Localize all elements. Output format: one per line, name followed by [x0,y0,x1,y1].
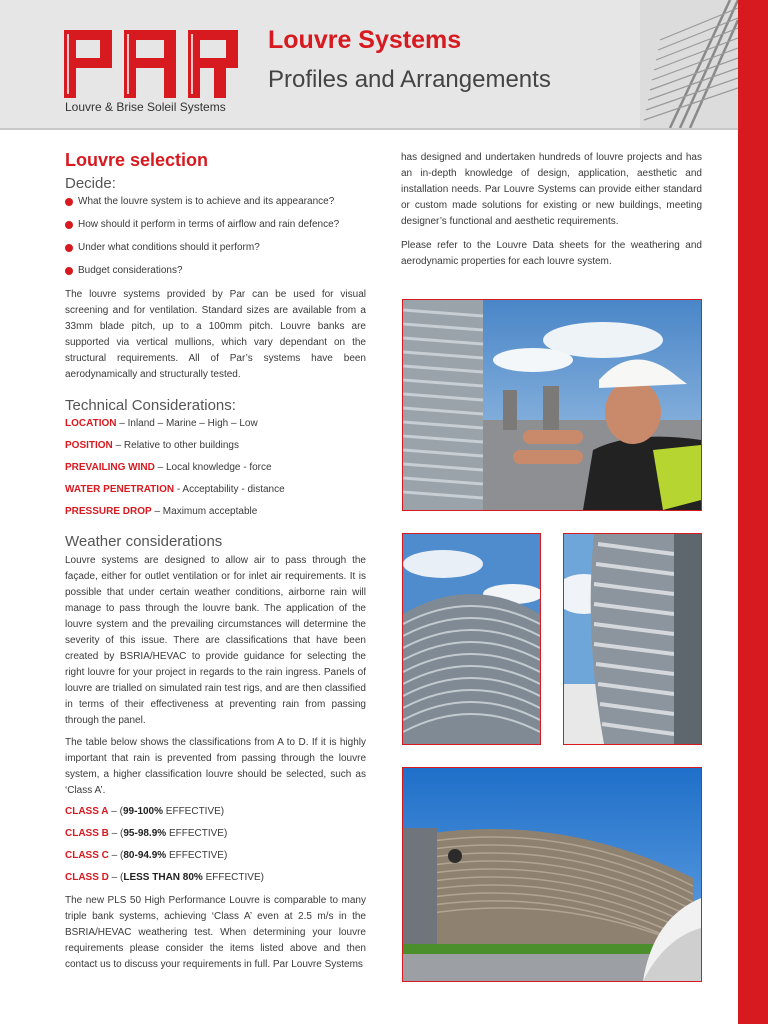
section-title: Louvre selection [65,150,209,170]
bullet-dot-icon [65,267,73,275]
decide-heading: Decide: [65,175,116,192]
left-column [65,150,366,979]
tech-item: LOCATION – Inland – Marine – High – Low [65,418,258,429]
list-item: What the louvre system is to achieve and its appearance? [65,195,366,209]
red-side-bar [738,0,768,1024]
bullet-dot-icon [65,198,73,206]
class-item: CLASS A – (99-100% EFFECTIVE) [65,806,225,817]
logo-tagline: Louvre & Brise Soleil Systems [65,100,226,114]
header-louvre-photo [640,0,738,128]
class-item: CLASS D – (LESS THAN 80% EFFECTIVE) [65,872,264,883]
right-paragraph-1: has designed and undertaken hundreds of louvre projects and has an in-depth knowledge of design, application, aesthetic and installation needs. Par Louvre Systems can provide either standard or custom made solutions for existing or new buildings, meeting designer’s functional and aesthetic requirements. [401,152,702,227]
page-subtitle: Profiles and Arrangements [268,66,551,93]
right-column [401,150,702,276]
closing-paragraph: The new PLS 50 High Performance Louvre is comparable to many triple bank systems, achieving ‘Class A’ even at 2.5 m/s in the BSRIA/HEVAC weathering test. When determining your louvre requirements please consider the items listed above and then contact us to discuss your requirements in full. Par Louvre Systems [65,895,366,970]
tech-heading: Technical Considerations: [65,397,236,414]
photo-curved-facade [402,767,702,982]
tech-item: WATER PENETRATION - Acceptability - distance [65,484,285,495]
photo-louvre-detail [563,533,702,745]
tech-item: POSITION – Relative to other buildings [65,440,239,451]
intro-paragraph: The louvre systems provided by Par can be used for visual screening and for ventilation. Standard sizes are available from a 33mm blade pitch, up to a 100mm pitch. Louvre banks are supported via vertical mullions, which vary dependant on the structural requirements. All of Par’s systems have been aerodynamically and structurally tested. [65,289,366,380]
weather-paragraph: Louvre systems are designed to allow air to pass through the façade, either for outlet ventilation or for inlet air requirements. It is possible that under certain weather conditions, airborne rain will manage to pass through the louvre bank. The application of the louvre system and the prevailing circumstances will determine the severity of this issue. There are classifications that have been created by BSRIA/HEVAC to provide guidance for selecting the right louvre for your project in regards to the rain ingress. Panels of louvre are trialled on simulated rain test rigs, and are then classified in terms of their effectiveness at preventing rain from passing through the panel. [65,555,366,726]
class-item: CLASS C – (80-94.9% EFFECTIVE) [65,850,228,861]
bullet-dot-icon [65,244,73,252]
doc-reference-text: PAR DS005/10/08 [704,922,713,988]
par-logo [64,28,238,98]
weather-heading: Weather considerations [65,533,223,550]
photo-cylinder-building [402,533,541,745]
doc-reference [704,910,718,990]
list-item: Under what conditions should it perform? [65,241,366,255]
class-item: CLASS B – (95-98.9% EFFECTIVE) [65,828,228,839]
photo-worker-louvre [402,299,702,511]
header-divider [0,128,768,130]
list-item: How should it perform in terms of airflow and rain defence? [65,218,366,232]
right-paragraph-2: Please refer to the Louvre Data sheets for the weathering and aerodynamic properties for each louvre system. [401,240,702,267]
list-item: Budget considerations? [65,264,366,278]
decide-list [65,195,366,278]
page-header [0,0,768,130]
bullet-dot-icon [65,221,73,229]
tech-item: PREVAILING WIND – Local knowledge - force [65,462,272,473]
tech-item: PRESSURE DROP – Maximum acceptable [65,506,258,517]
table-paragraph: The table below shows the classifications from A to D. If it is highly important that rain is prevented from passing through the louvre system, a higher classification louvre should be selected, such as ‘Class A’. [65,737,366,796]
page-title: Louvre Systems [268,26,462,54]
